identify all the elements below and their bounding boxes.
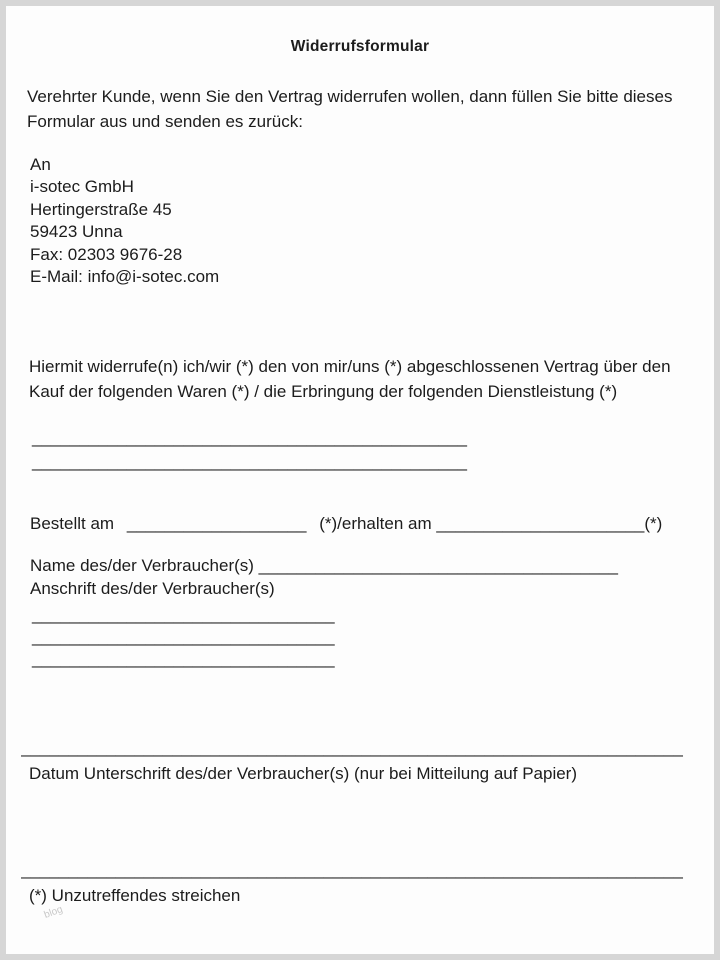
document-title: Widerrufsformular (290, 38, 430, 55)
address-company: i-sotec GmbH (30, 177, 134, 197)
consumer-name-blank: ______________________________________ (258, 556, 618, 576)
watermark-text: blog (42, 904, 65, 921)
consumer-address-blank: ________________________________ (32, 627, 335, 647)
intro-text: Verehrter Kunde, wenn Sie den Vertrag widerrufen wollen, dann füllen Sie bitte dieses Formular aus und senden es zurück: (27, 87, 673, 131)
consumer-address-blank: ________________________________ (32, 649, 335, 669)
signature-rule: ______________________________________________________________________ (21, 738, 683, 758)
footnote: (*) Unzutreffendes streichen (29, 886, 241, 906)
consumer-address-label: Anschrift des/der Verbraucher(s) (30, 579, 275, 599)
withdrawal-declaration: Hiermit widerrufe(n) ich/wir (*) den von mir/uns (*) abgeschlossenen Vertrag über den Kauf der folgenden Waren (*) / die Erbringung der folgenden Dienstleistung (*) (29, 357, 671, 402)
recipient-address-block (30, 154, 699, 288)
goods-blank-lines (32, 426, 699, 474)
address-city: 59423 Unna (30, 222, 123, 242)
goods-blank-line: ______________________________________________ (32, 428, 467, 448)
address-salutation: An (30, 155, 51, 174)
consumer-name-line (30, 554, 699, 577)
received-suffix: (*) (644, 514, 663, 534)
received-label: (*)/erhalten am (319, 514, 432, 534)
consumer-address-blank: ________________________________ (32, 605, 335, 625)
received-date-blank: ______________________ (436, 514, 645, 534)
goods-blank-line: ______________________________________________ (32, 452, 467, 472)
address-email: E-Mail: info@i-sotec.com (30, 267, 220, 287)
ordered-date-blank: ___________________ (126, 514, 307, 534)
footer-rule: ______________________________________________________________________ (21, 860, 683, 880)
consumer-name-block (30, 554, 699, 600)
signature-label: Datum Unterschrift des/der Verbraucher(s) (nur bei Mitteilung auf Papier) (29, 764, 578, 784)
document-page (6, 6, 714, 954)
address-street: Hertingerstraße 45 (30, 199, 172, 219)
ordered-label: Bestellt am (30, 514, 115, 534)
consumer-name-label: Name des/der Verbraucher(s) (30, 556, 254, 576)
order-date-line (30, 514, 699, 534)
address-fax: Fax: 02303 9676-28 (30, 244, 183, 264)
consumer-address-blank-lines (32, 604, 699, 670)
